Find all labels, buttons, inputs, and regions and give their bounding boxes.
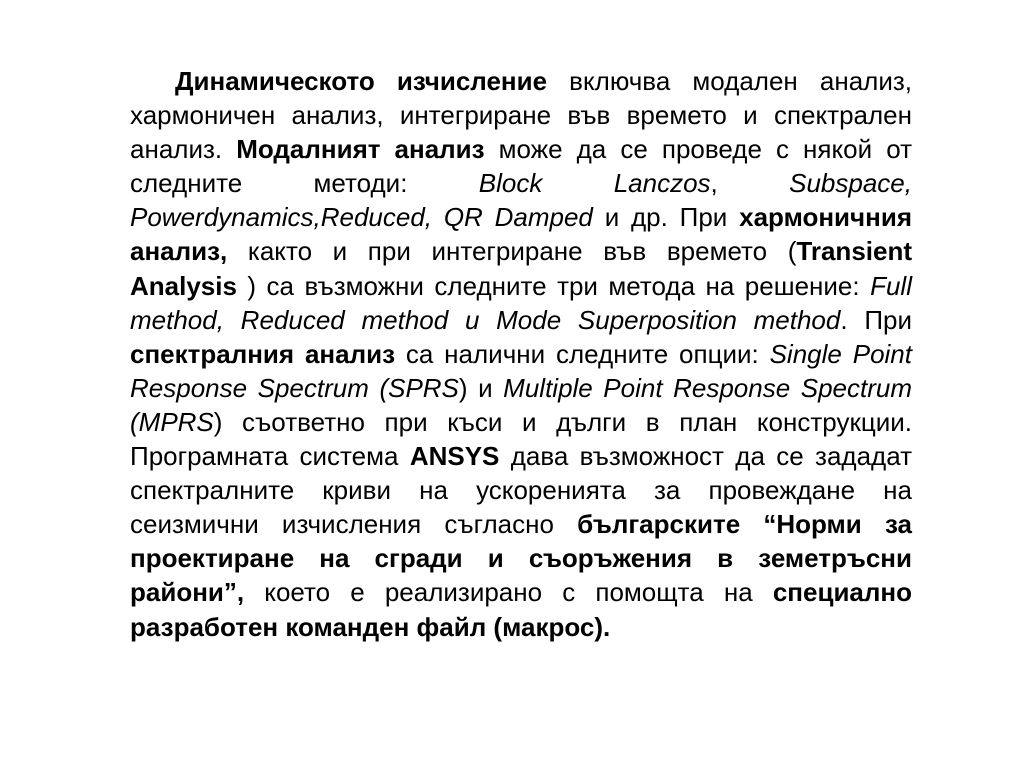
bold-term-macro-file: специално разработен команден файл (макрос). xyxy=(130,577,912,642)
italic-option-sprs: Single Point Response Spectrum xyxy=(130,338,912,403)
text-run: което е реализирано с помощта на xyxy=(244,577,773,608)
bold-term-ansys: ANSYS xyxy=(409,441,500,472)
text-run: както и при интегриране във времето ( xyxy=(227,236,797,267)
text-run: . При xyxy=(840,304,912,335)
text-run: ) са възможни следните три метода на решение: xyxy=(236,270,871,301)
italic-solution-methods: Full method, Reduced method и Mode Superposition method xyxy=(130,270,912,335)
italic-option-mprs: Multiple Point Response Spectrum (MPRS xyxy=(130,372,912,437)
body-paragraph xyxy=(130,64,912,644)
bold-term-modal-analysis: Модалният анализ xyxy=(236,134,485,165)
text-run: ) съответно при къси и дълги в план конструкции. Програмната система xyxy=(130,406,912,472)
italic-abbrev-sprs: (SPRS xyxy=(379,372,459,403)
text-run: дава възможност да се зададат спектралните криви на ускоренията за провеждане на сеизмични изчисления съгласно xyxy=(130,441,912,540)
text-run xyxy=(369,373,380,403)
text-run: ) и xyxy=(458,372,504,403)
bold-term-spectral-analysis: спектралния анализ xyxy=(130,338,395,369)
italic-method-block-lanczos: Block Lanczos xyxy=(478,168,711,199)
text-run: са налични следните опции: xyxy=(395,338,770,369)
text-run: може да се проведе с някой от следните методи: xyxy=(130,134,912,199)
italic-methods-list: Subspace, Powerdynamics,Reduced, QR Damped xyxy=(130,168,912,233)
text-run: и др. При xyxy=(592,202,740,233)
bold-term-transient-analysis: Transient Analysis xyxy=(130,236,912,301)
text-run: включва модален анализ, хармоничен анализ, интегриране във времето и спектрален анализ. xyxy=(130,66,912,165)
bold-term-harmonic-analysis: хармоничния анализ, xyxy=(130,202,912,267)
bold-term-seismic-norms: българските “Норми за проектиране на сгради и съоръжения в земетръсни райони”, xyxy=(130,509,912,608)
bold-term-dynamic-calculation: Динамическото изчисление xyxy=(175,66,548,96)
text-run: , xyxy=(710,168,790,199)
